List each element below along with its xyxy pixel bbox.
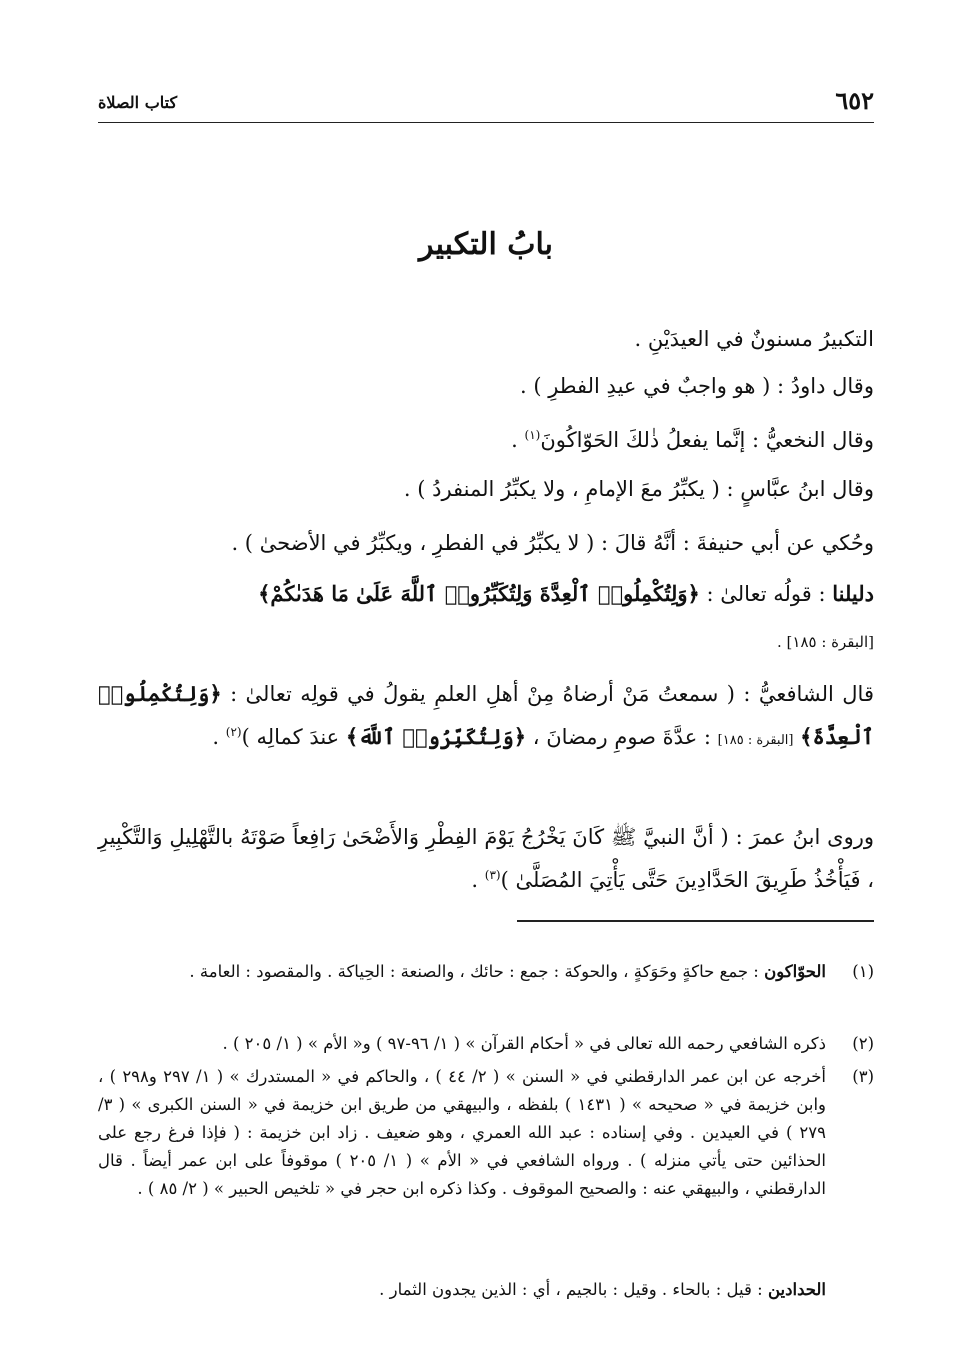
footnote-number: (٢) <box>852 1034 874 1053</box>
running-header <box>98 86 874 122</box>
shafii-text-2: : عدَّةَ صومِ رمضانَ ، <box>532 725 711 749</box>
quran-verse: ﴿وَلِتُكْمِلُوا۟ ٱلْعِدَّةَ وَلِتُكَبِّرُوا۟ ٱللَّهَ عَلَىٰ مَا هَدَىٰكُمْ﴾ <box>258 581 700 606</box>
ibn-umar-text: وروى ابنُ عمرَ : ( أنَّ النبيَّ ﷺ كَانَ يَخْرُجُ يَوْمَ الفِطْرِ وَالأَضْحَىٰ رَافِعاً صَوْتَهُ بالتَّهْلِيلِ وَالتَّكْبِيرِ ، فَيَأْخُذُ طَرِيقَ الحَدَّادِينَ حَتَّى يَأْتِيَ المُصَلَّىٰ ) <box>98 825 874 892</box>
note-term: الحدادين <box>767 1280 826 1299</box>
shafii-text-3: عندَ كمالِه ) <box>241 725 340 749</box>
footnote-divider <box>517 920 874 922</box>
verse-reference-2: [البقرة : ١٨٥] <box>717 733 794 748</box>
nakhai-text: وقال النخعيُّ : إنَّما يفعلُ ذٰلكَ الحَوّاكُونَ <box>540 428 874 452</box>
text-line-5: وحُكي عن أبي حنيفةَ : أنَّهُ قالَ : ( لا يكبِّرُ في الفطرِ ، ويكبِّرُ في الأضحىٰ ) . <box>231 531 874 555</box>
footnote-text: ذكره الشافعي رحمه الله تعالى في « أحكام القرآن » ( ١/ ٩٦-٩٧ ) و« الأم » ( ١/ ٢٠٥ ) . <box>222 1034 826 1053</box>
footnote-note <box>98 1276 826 1304</box>
ibn-umar-paragraph: وروى ابنُ عمرَ : ( أنَّ النبيَّ ﷺ كَانَ يَخْرُجُ يَوْمَ الفِطْرِ وَالأَضْحَىٰ رَافِعاً صَوْتَهُ بالتَّهْلِيلِ وَالتَّكْبِيرِ ، فَيَأْخُذُ طَرِيقَ الحَدَّادِينَ حَتَّى يَأْتِيَ المُصَلَّىٰ )$^{(٣)}$ . <box>98 825 874 892</box>
verse-reference: [البقرة : ١٨٥] . <box>777 633 874 651</box>
quran-verse-2: ﴿وَلِتُكْمِلُوا۟ ٱلْعِدَّةَ﴾ <box>98 681 874 749</box>
note-text: : قيل : بالحاء . وقيل : بالجيم ، أي : الذين يجدون الثمار . <box>379 1280 763 1299</box>
shafii-text-1: قال الشافعيُّ : ( سمعتُ مَنْ أرضاهُ مِنْ أهلِ العلمِ يقولُ في قولِه تعالىٰ : <box>230 682 874 706</box>
text-line-3: وقال النخعيُّ : إنَّما يفعلُ ذٰلكَ الحَوّاكُونَ$^{(١)}$ . <box>511 428 874 452</box>
dalil-text: : قولُه تعالىٰ : <box>706 582 826 606</box>
footnote-term: الحوّاكون <box>764 962 826 981</box>
footnote-text: أخرجه عن ابن عمر الدارقطني في « السنن » ( ٢/ ٤٤ ) ، والحاكم في « المستدرك » ( ١/ ٢٩٧ و٢٩٨ ) ، وابن خزيمة في « صحيحه » ( ١٤٣١ ) بلفظه ، والبيهقي من طريق ابن خزيمة في « السنن الكبرى » ( ٣/ ٢٧٩ ) في العيدين . وفي إسناده : عبد الله العمري ، وهو ضعيف . زاد ابن خزيمة : ( فإذا فرغ رجع على الحذائين حتى يأتي منزله ) . ورواه الشافعي في « الأم » ( ١/ ٢٠٥ ) موقوفاً على ابن عمر أيضاً . قال الدارقطني ، والبيهقي عنه : والصحيح الموقوف . وكذا ذكره ابن حجر في « تلخيص الحبير » ( ٢/ ٨٥ ) . <box>98 1067 827 1198</box>
footnote-2 <box>98 1030 874 1058</box>
footnote-mark-1: (١) <box>524 428 541 442</box>
text-line-1: التكبيرُ مسنونٌ في العيدَيْنِ . <box>634 327 874 351</box>
book-title: كتاب الصلاة <box>98 93 178 112</box>
footnote-3 <box>98 1063 874 1203</box>
footnote-number: (٣) <box>852 1067 874 1086</box>
footnote-mark-3: (٣) <box>484 868 501 882</box>
footnote-1 <box>98 958 874 986</box>
shafii-paragraph: قال الشافعيُّ : ( سمعتُ مَنْ أرضاهُ مِنْ أهلِ العلمِ يقولُ في قولِه تعالىٰ : ﴿وَلِتُكْمِلُوا۟ ٱلْعِدَّةَ﴾ [البقرة : ١٨٥] : عدَّةَ صومِ رمضانَ ، ﴿وَلِتُكَبِّرُوا۟ ٱللَّهَ﴾ عندَ كمالِه )$^{(٢)}$ . <box>98 681 874 749</box>
page-number: ٦٥٢ <box>835 86 874 115</box>
footnote-text: : جمع حاكةٍ وحَوَكةٍ ، والحوكة : جمع : حائك ، والصنعة : الحِياكة . والمقصود : العامة . <box>189 962 759 981</box>
chapter-title: بابُ التكبير <box>419 227 553 262</box>
text-line-4: وقال ابنُ عبَّاسٍ : ( يكبِّرُ معَ الإمامِ ، ولا يكبِّرُ المنفردُ ) . <box>403 477 874 501</box>
footnote-mark-2: (٢) <box>225 725 242 739</box>
dalil-label: دليلنا <box>832 581 874 606</box>
text-line-2: وقال داودُ : ( هو واجبٌ في عيدِ الفطرِ ) . <box>519 374 874 398</box>
footnote-number: (١) <box>852 962 874 981</box>
quran-verse-3: ﴿وَلِتُكَبِّرُوا۟ ٱللَّهَ﴾ <box>345 724 527 749</box>
dalil-line <box>98 579 874 609</box>
header-divider <box>98 122 874 123</box>
